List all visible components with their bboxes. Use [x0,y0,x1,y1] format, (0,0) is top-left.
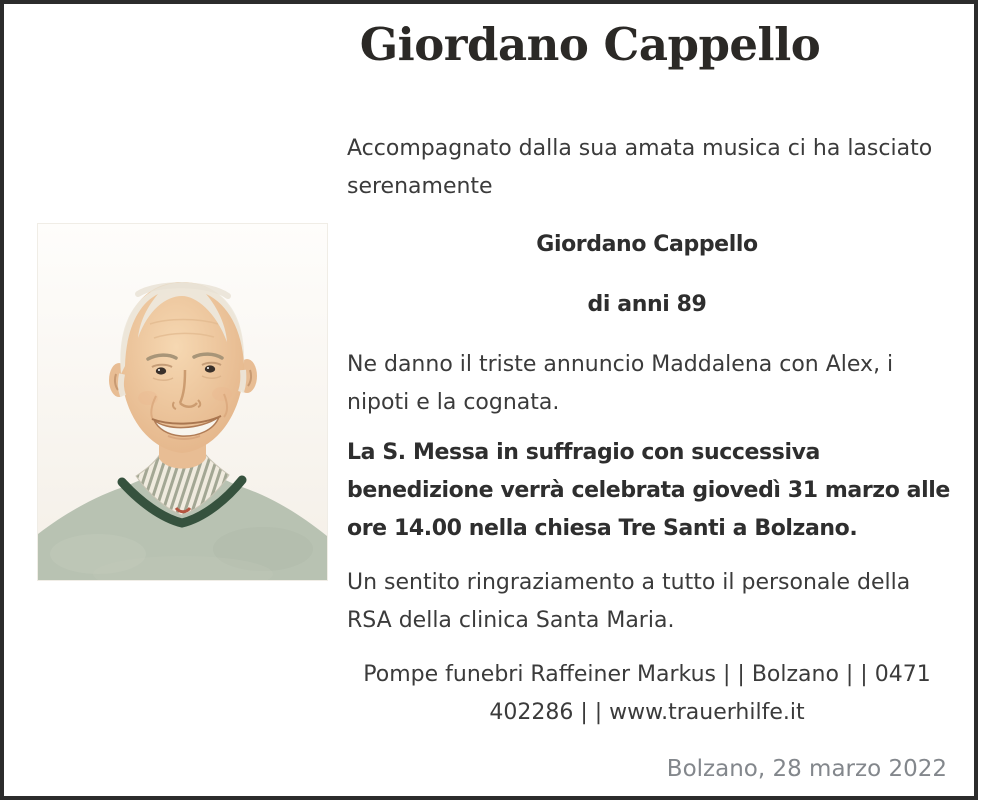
content-column [347,4,950,804]
intro-text [347,130,947,206]
text-line: Pompe funebri Raffeiner Markus | | Bolzano | | 0471 [363,662,931,687]
date-place [347,750,947,788]
text-line: La S. Messa in suffragio con successiva [347,440,820,465]
text-line: serenamente [347,174,493,199]
text-line: Ne danno il triste annuncio Maddalena con Alex, i [347,352,894,377]
text-line: di anni 89 [587,292,707,317]
text-line: 402286 | | www.trauerhilfe.it [489,700,805,725]
funeral-home-info [347,656,947,732]
portrait-photo [38,224,327,580]
text-line: ore 14.00 nella chiesa Tre Santi a Bolzano. [347,516,858,541]
acknowledgement-text [347,564,947,640]
service-details [347,434,950,548]
text-line: Un sentito ringraziamento a tutto il personale della [347,570,911,595]
text-line: Giordano Cappello [536,232,758,257]
deceased-name [347,226,947,264]
text-line: RSA della clinica Santa Maria. [347,608,675,633]
text-line: Bolzano, 28 marzo 2022 [666,756,947,782]
page-title: Giordano Cappello [359,18,821,71]
text-line: benedizione verrà celebrata giovedì 31 marzo alle [347,478,950,503]
text-line: Accompagnato dalla sua amata musica ci ha lasciato [347,136,933,161]
text-line: nipoti e la cognata. [347,390,560,415]
age-text [347,286,947,324]
portrait-illustration [38,224,327,580]
announcement-text [347,346,947,422]
